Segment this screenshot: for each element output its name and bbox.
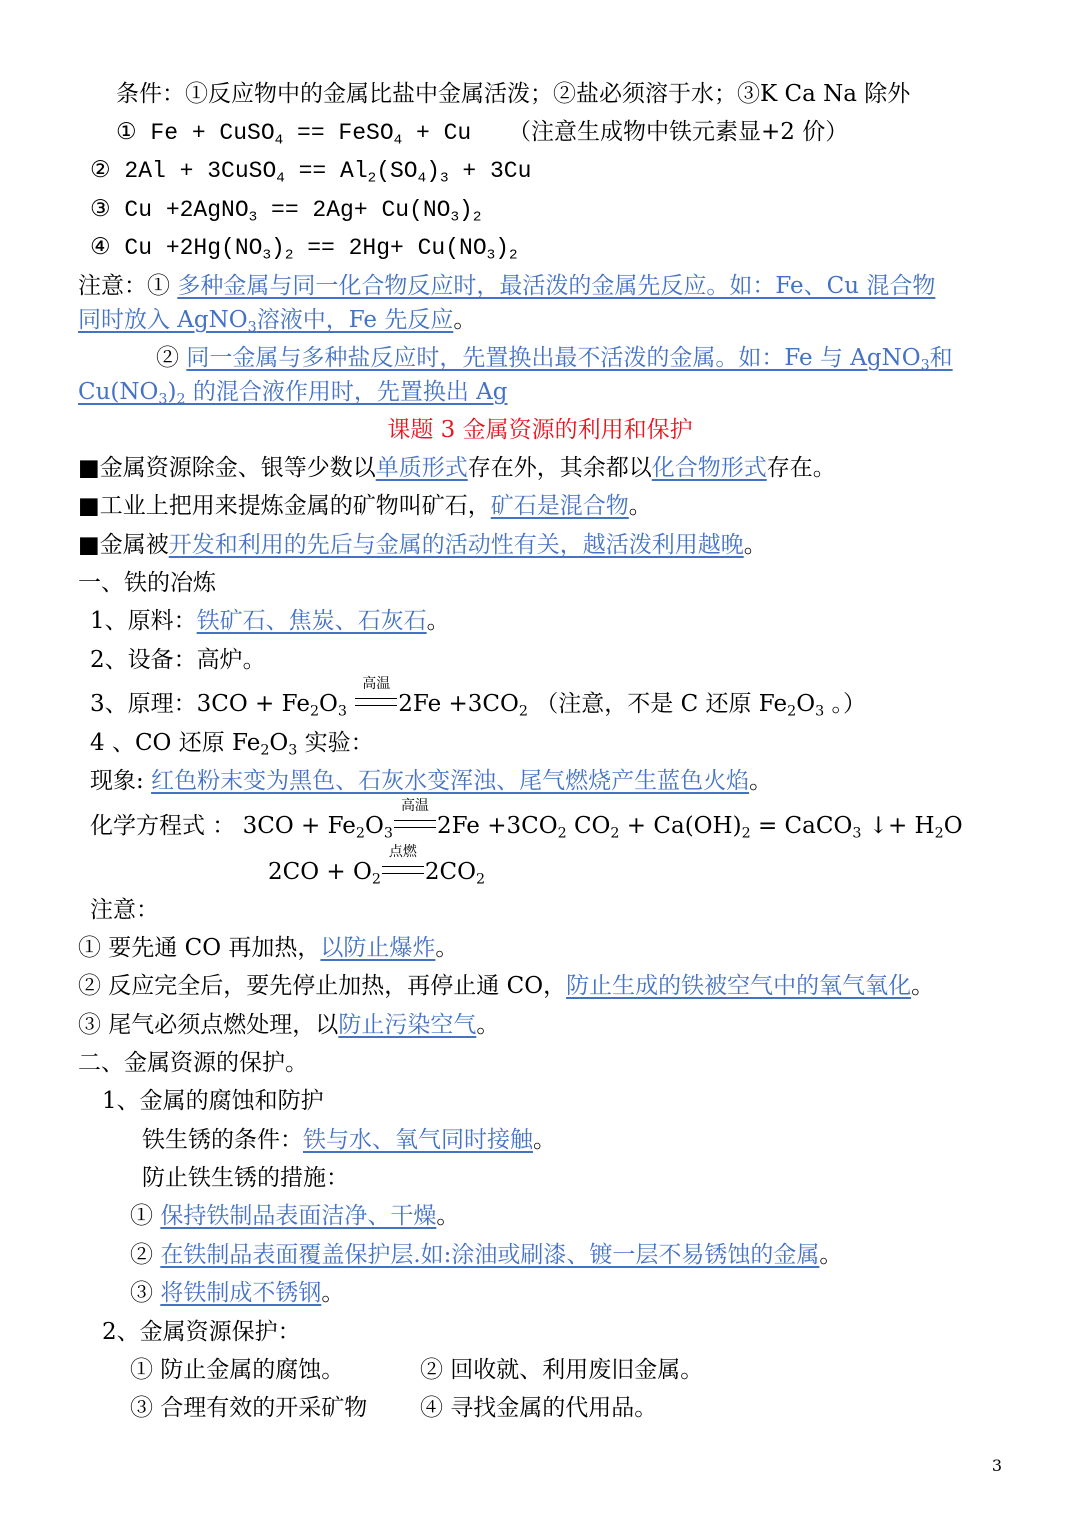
protection-1: ① 防止金属的腐蚀。 [130,1357,345,1383]
note-1: 注意：① 多种金属与同一化合物反应时，最活泼的金属先反应。如：Fe、Cu 混合物 [78,273,936,299]
protection-3: ③ 合理有效的开采矿物 [130,1395,368,1421]
equipment: 2、设备：高炉。 [90,647,266,673]
raw-materials: 1、原料：铁矿石、焦炭、石灰石。 [90,608,450,634]
bullet-3: ■金属被开发和利用的先后与金属的活动性有关，越活泼利用越晚。 [78,532,767,558]
corrosion-heading: 1、金属的腐蚀和防护 [102,1088,324,1114]
rust-conditions: 铁生锈的条件：铁与水、氧气同时接触。 [142,1127,556,1153]
prevention-1: ① 保持铁制品表面洁净、干燥。 [130,1203,460,1229]
principle: 3、原理：$3CO + Fe_2O_3$ 高温 $2Fe +3CO_2$ （注意，不是 C 还原 $Fe_2O_3$ 。） [90,676,866,720]
prevention-2: ② 在铁制品表面覆盖保护层.如:涂油或刷漆、镀一层不易锈蚀的金属。 [130,1242,843,1268]
high-temp-condition: 高温 [394,811,436,843]
equation-1-note: （注意生成物中铁元素显+2 价） [508,119,849,145]
note-2: ② 同一金属与多种盐反应时，先置换出最不活泼的金属。如：Fe 与 AgNO$_3$和 [156,345,953,374]
protection-4: ④ 寻找金属的代用品。 [420,1395,658,1421]
ignite-condition: 点燃 [382,857,424,889]
bullet-1: ■金属资源除金、银等少数以单质形式存在外，其余都以化合物形式存在。 [78,455,836,481]
condition-line: 条件：①反应物中的金属比盐中金属活泼；②盐必须溶于水；③K Ca Na 除外 [116,81,911,107]
note-1-cont: 同时放入 AgNO$_3$溶液中，Fe 先反应。 [78,307,477,336]
co-experiment: 4 、CO 还原 $Fe_2O_3$ 实验： [90,730,374,759]
chemical-equations: 化学方程式 ： $3CO + Fe_2O_3$ 高温 $2Fe +3CO_2$ $CO_2 + Ca(OH)_2$ = CaCO$_3$ ↓+ $H_2O$ [90,798,963,842]
heading-iron-smelting: 一、铁的冶炼 [78,570,216,596]
bullet-2: ■工业上把用来提炼金属的矿物叫矿石，矿石是混合物。 [78,493,652,519]
resource-protection-heading: 2、金属资源保护： [102,1319,301,1345]
equation-3: ③ Cu +2AgNO$_3$ == $2Ag+ Cu(NO_3)_2$ [90,197,482,226]
note-2-cont: $Cu(NO_3)_2$ 的混合液作用时，先置换出 Ag [78,379,508,408]
combustion-equation: $2CO + O_2$ 点燃 $2CO_2$ [268,844,486,888]
protection-2: ② 回收就、利用废旧金属。 [420,1357,704,1383]
note-item-2: ② 反应完全后，要先停止加热，再停止通 CO，防止生成的铁被空气中的氧气氧化。 [78,973,935,999]
high-temp-condition: 高温 [355,689,397,721]
note-item-3: ③ 尾气必须点燃处理，以防止污染空气。 [78,1012,500,1038]
note-item-1: ① 要先通 CO 再加热，以防止爆炸。 [78,935,459,961]
equation-1: ① Fe + CuSO$_4$ == FeSO$_4$ + Cu [116,120,472,149]
heading-protection: 二、金属资源的保护。 [78,1050,308,1076]
page-number: 3 [991,1456,1002,1475]
phenomenon: 现象: 红色粉末变为黑色、石灰水变浑浊、尾气燃烧产生蓝色火焰。 [90,768,773,794]
notes-heading: 注意： [90,897,159,923]
prevention-3: ③ 将铁制成不锈钢。 [130,1280,345,1306]
equation-4: ④ $Cu +2Hg(NO_3)_2 == 2Hg+ Cu(NO_3)_2$ [90,235,518,264]
equation-2: ② 2Al + 3CuSO$_4$ == $Al_2(SO_4)_3 + 3Cu$ [90,158,532,187]
rust-prevention-heading: 防止铁生锈的措施： [142,1165,349,1191]
section-title: 课题 3 金属资源的利用和保护 [387,417,693,443]
